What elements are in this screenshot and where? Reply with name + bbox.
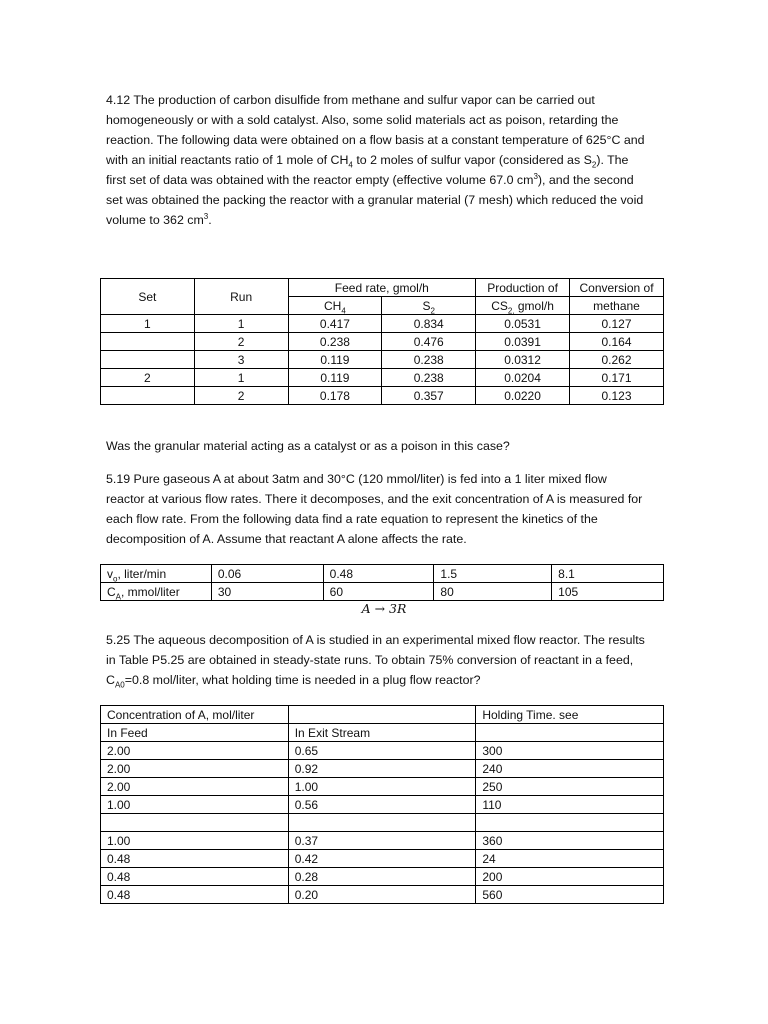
problem-5-19-text [106,469,666,549]
header-conversion-unit: methane [570,297,664,315]
line: first set of data was obtained with the reactor empty (effective volume 67.0 $cm^3$), and the second [106,171,634,187]
catalyst-data-table [100,278,664,405]
header-production: Production of [476,279,570,297]
table-row: 3 0.119 0.238 0.0312 0.262 [101,351,664,369]
table-row: 2 0.178 0.357 0.0220 0.123 [101,387,664,405]
table-row: $v_o$, liter/min 0.06 0.48 1.5 8.1 [101,565,664,583]
problem-5-25-text [106,630,666,690]
table-row: 0.48 0.42 24 [101,850,664,868]
line: 4.12 The production of carbon disulfide from methane and sulfur vapor can be carried out [106,93,595,107]
table-subheader-row: In Feed In Exit Stream [101,724,664,742]
table-header-row: Concentration of A, mol/liter Holding Time. see [101,706,664,724]
line: decomposition of A. Assume that reactant A alone affects the rate. [106,532,467,546]
line: reaction. The following data were obtained on a flow basis at a constant temperature of 625°C and [106,133,645,147]
table-row: 1 1 0.417 0.834 0.0531 0.127 [101,315,664,333]
line: each flow rate. From the following data find a rate equation to represent the kinetics of the [106,512,598,526]
holding-time-table [100,705,664,904]
header-conversion: Conversion of [570,279,664,297]
line: volume to 362 $cm^3$. [106,211,212,227]
header-s2: $S_2$ [382,297,476,315]
table-row: 2.00 0.92 240 [101,760,664,778]
table-row: 2 0.238 0.476 0.0391 0.164 [101,333,664,351]
header-production-unit: $CS_{2,}$ gmol/h [476,297,570,315]
table-row: $C_A$, mmol/liter 30 60 80 105 [101,583,664,601]
question-text: Was the granular material acting as a catalyst or as a poison in this case? [106,439,510,453]
line: homogeneously or with a sold catalyst. Also, some solid materials act as poison, retarding the [106,113,619,127]
row-label-v0: $v_o$, liter/min [101,565,212,583]
line: set was obtained the packing the reactor with a granular material (7 mesh) which reduced the void [106,193,644,207]
line: with an initial reactants ratio of 1 mole of $CH_4$ to 2 moles of sulfur vapor (considered as $S_2$). The [106,153,629,170]
header-ch4: $CH_4$ [288,297,382,315]
reaction-equation: A → 3R [361,601,407,616]
table-row: 0.48 0.20 560 [101,886,664,904]
table-row: 2.00 1.00 250 [101,778,664,796]
header-set: Set [101,279,195,315]
header-run: Run [194,279,288,315]
table-row: 1.00 0.56 110 [101,796,664,814]
header-feed-rate: Feed rate, gmol/h [288,279,476,297]
row-label-ca: $C_A$, mmol/liter [101,583,212,601]
line: 5.25 The aqueous decomposition of A is studied in an experimental mixed flow reactor. The results [106,633,645,647]
line: reactor at various flow rates. There it decomposes, and the exit concentration of A is measured for [106,492,643,506]
line: $C_{A0}=0.8$ mol/liter, what holding time is needed in a plug flow reactor? [106,673,481,690]
table-row: 2 1 0.119 0.238 0.0204 0.171 [101,369,664,387]
table-row: 2.00 0.65 300 [101,742,664,760]
table-row: 0.48 0.28 200 [101,868,664,886]
table-row [101,814,664,832]
line: in Table P5.25 are obtained in steady-state runs. To obtain 75% conversion of reactant in a feed, [106,653,634,667]
problem-4-12-text [106,90,666,230]
line: 5.19 Pure gaseous A at about 3atm and 30°C (120 mmol/liter) is fed into a 1 liter mixed flow [106,472,607,486]
flow-rate-table [100,564,664,601]
table-row: 1.00 0.37 360 [101,832,664,850]
